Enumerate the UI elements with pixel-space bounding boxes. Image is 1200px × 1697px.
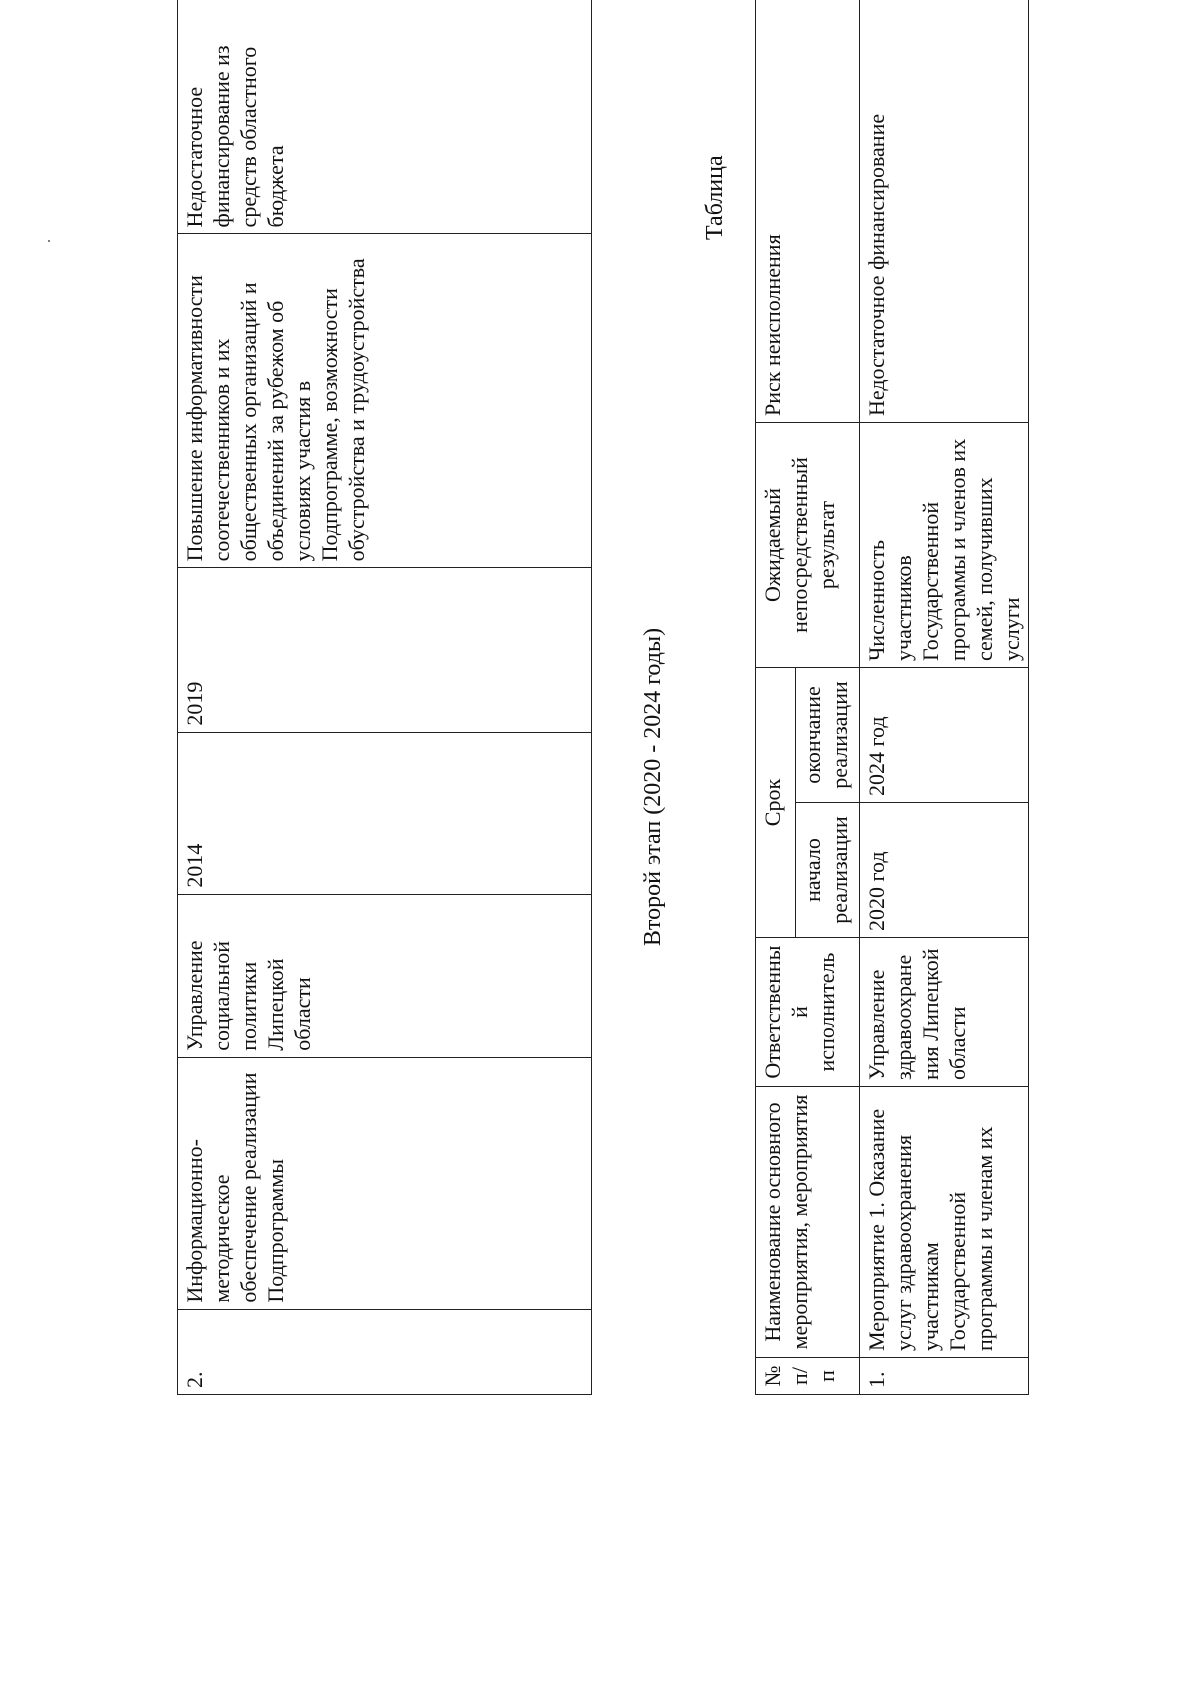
header-result: Ожидаемый непосредственный результат [756,423,860,668]
responsible-executor: Управление социальной политики Липецкой области [178,894,592,1057]
header-executor: Ответственный исполнитель [756,938,860,1087]
activity-name: Мероприятие 1. Оказание услуг здравоохранения участникам Государственной программы и членам их [860,1087,1029,1358]
risk: Недостаточное финансирование из средств областного бюджета [178,0,592,234]
stage-two-table [755,0,1029,1395]
header-end: окончание реализации [796,668,860,803]
stage-one-table-continuation [177,0,592,1395]
end-year: 2024 год [860,668,1029,803]
expected-result: Численность участников Государственной программы и членов их семей, получивших услуги [860,423,1029,668]
header-risk: Риск неисполнения [756,0,860,423]
risk: Недостаточное финансирование [860,0,1029,423]
header-row [756,0,796,1395]
header-start: начало реализации [796,803,860,938]
row-number: 1. [860,1358,1029,1395]
end-year: 2019 [178,568,592,732]
start-year: 2014 [178,732,592,894]
header-number: № п/п [756,1358,860,1395]
header-term: Срок [756,668,796,938]
table-row [178,0,592,1395]
start-year: 2020 год [860,803,1029,938]
activity-name: Информационно-методическое обеспечение реализации Подпрограммы [178,1057,592,1309]
expected-result: Повышение информативности соотечественников и их общественных организаций и объединений за рубежом об условиях участия в Подпрограмме, возможности обустройства и трудоустройства [178,234,592,568]
scan-speck [48,240,50,242]
table-row [860,0,1029,1395]
table-caption: Таблица [702,155,728,240]
responsible-executor: Управление здравоохранения Липецкой области [860,938,1029,1087]
row-number: 2. [178,1309,592,1394]
stage-caption: Второй этап (2020 - 2024 годы) [640,627,666,947]
header-name: Наименование основного мероприятия, мероприятия [756,1087,860,1358]
